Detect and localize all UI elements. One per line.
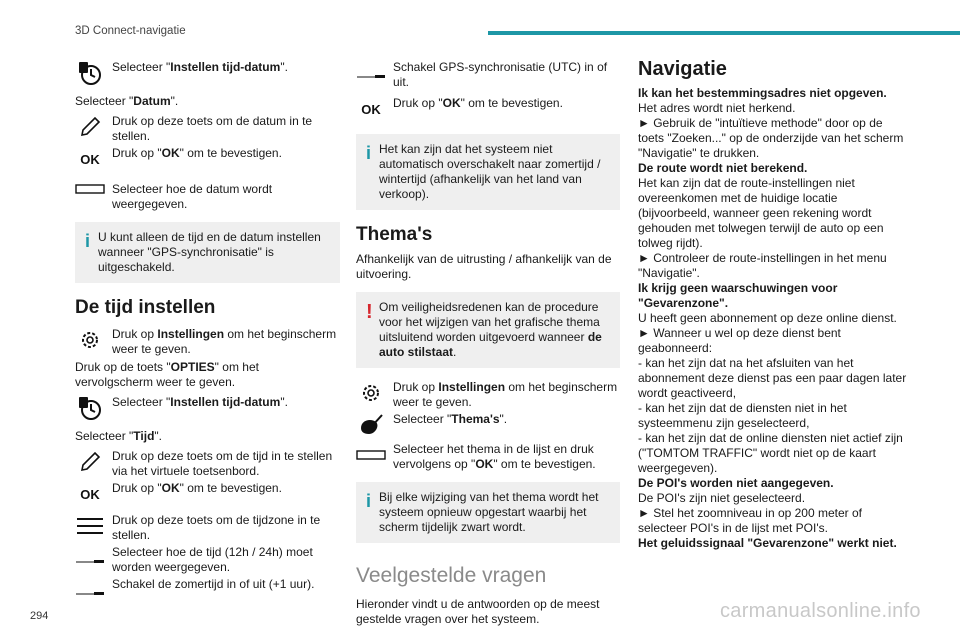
step-text: Druk op Instellingen om het beginscherm weer te geven. (393, 380, 618, 409)
step-confirm-gps (356, 94, 620, 124)
step-choose-theme (356, 440, 620, 472)
gear-icon (75, 325, 105, 355)
faq-answer: - kan het zijn dat de online diensten niet actief zijn ("TOMTOM TRAFFIC" wordt niet op de kaart weergegeven). (638, 431, 903, 475)
faq-answer: De POI's zijn niet geselecteerd. (638, 491, 806, 505)
faq-answer: U heeft geen abonnement op deze online dienst. (638, 311, 897, 325)
toggle-icon (75, 543, 105, 573)
step-select-time-date-2 (75, 393, 340, 423)
faq-answer: ► Gebruik de "intuïtieve methode" door op de toets "Zoeken..." op de onderzijde van het scherm "Navigatie" te drukken. (638, 116, 904, 160)
page-number: 294 (30, 610, 49, 622)
step-gps-sync: Schakel GPS-synchronisatie (UTC) in of uit. (356, 58, 620, 90)
heading-navigation: Navigatie (638, 58, 727, 80)
faq-intro: Hieronder vindt u de antwoorden op de meest gestelde vragen over het systeem. (356, 597, 600, 626)
faq-answer: ► Wanneer u wel op deze dienst bent geabonneerd: (638, 326, 841, 355)
toggle-icon (75, 575, 105, 605)
info-note-dst: i Het kan zijn dat het systeem niet automatisch overschakelt naar zomertijd / wintertijd (afhankelijk van het land van verkoop). (356, 134, 620, 210)
column-middle (356, 58, 620, 630)
select-time-text: Selecteer "Tijd". (75, 429, 163, 443)
faq-answer: Het adres wordt niet herkend. (638, 101, 796, 115)
faq-question: De route wordt niet berekend. (638, 161, 808, 175)
themes-intro: Afhankelijk van de uitrusting / afhankelijk van de uitvoering. (356, 252, 612, 281)
faq-question: Ik kan het bestemmingsadres niet opgeven. (638, 86, 887, 100)
step-time-format: Selecteer hoe de tijd (12h / 24h) moet worden weergegeven. (75, 543, 340, 575)
step-text: Druk op "OK" om te bevestigen. (393, 96, 563, 110)
selector-icon (75, 174, 105, 204)
faq-answer: - kan het zijn dat na het afsluiten van het abonnement deze dienst pas een paar dagen later wordt geactiveerd, (638, 356, 907, 400)
header-title: 3D Connect-navigatie (75, 25, 186, 37)
toggle-icon (356, 58, 386, 88)
clock-settings-icon (75, 393, 105, 423)
step-set-date: Druk op deze toets om de datum in te stellen. (75, 112, 340, 144)
step-text: Druk op "OK" om te bevestigen. (112, 481, 282, 495)
info-icon: i (85, 231, 91, 251)
step-select-themes (356, 410, 620, 440)
info-icon: i (366, 491, 372, 511)
step-press-settings (75, 325, 340, 357)
ok-icon: OK (80, 151, 100, 167)
header-accent-bar (488, 31, 960, 35)
faq-navigation (638, 86, 910, 551)
step-press-settings-themes (356, 378, 620, 410)
press-options-text: Druk op de toets "OPTIES" om het vervolgscherm weer te geven. (75, 360, 259, 389)
step-date-format: Selecteer hoe de datum wordt weergegeven. (75, 174, 340, 212)
step-text: Druk op "OK" om te bevestigen. (112, 146, 282, 160)
step-text: Selecteer "Thema's". (393, 412, 508, 426)
clock-settings-icon (75, 58, 105, 88)
pencil-icon (75, 112, 105, 142)
warning-icon: ! (366, 301, 373, 323)
faq-answer: ► Controleer de route-instellingen in het menu "Navigatie". (638, 251, 887, 280)
column-right (638, 58, 910, 551)
select-date-text: Selecteer "Datum". (75, 94, 179, 108)
step-text: Druk op Instellingen om het beginscherm weer te geven. (112, 327, 337, 356)
step-confirm-date (75, 144, 340, 174)
selector-icon (356, 440, 386, 470)
info-note-restart: i Bij elke wijziging van het thema wordt het systeem opnieuw opgestart waarbij het scherm tijdelijk zwart wordt. (356, 482, 620, 543)
faq-answer: Het kan zijn dat de route-instellingen niet overeenkomen met de huidige locatie (bijvoorbeeld, wanneer geen rekening wordt gehouden met tolwegen terwijl de auto op een tolweg rijdt). (638, 176, 884, 250)
step-select-time-date (75, 58, 340, 88)
ok-icon: OK (361, 101, 381, 117)
heading-set-time: De tijd instellen (75, 297, 216, 318)
info-icon: i (366, 143, 372, 163)
watermark: carmanualsonline.info (720, 600, 921, 622)
step-text: Selecteer "Instellen tijd-datum". (112, 395, 288, 409)
faq-question: De POI's worden niet aangegeven. (638, 476, 834, 490)
faq-question: Ik krijg geen waarschuwingen voor "Gevarenzone". (638, 281, 838, 310)
heading-themes: Thema's (356, 224, 433, 245)
info-note-gps: i U kunt alleen de tijd en de datum instellen wanneer "GPS-synchronisatie" is uitgeschakeld. (75, 222, 340, 283)
faq-answer: - kan het zijn dat de diensten niet in het systeemmenu zijn geselecteerd, (638, 401, 847, 430)
step-dst: Schakel de zomertijd in of uit (+1 uur). (75, 575, 340, 605)
step-text: Selecteer het thema in de lijst en druk vervolgens op "OK" om te bevestigen. (393, 442, 596, 471)
step-set-time: Druk op deze toets om de tijd in te stellen via het virtuele toetsenbord. (75, 447, 340, 479)
step-text: Selecteer "Instellen tijd-datum". (112, 60, 288, 74)
faq-question: Het geluidssignaal "Gevarenzone" werkt niet. (638, 536, 897, 550)
heading-faq: Veelgestelde vragen (356, 564, 547, 587)
pencil-icon (75, 447, 105, 477)
faq-answer: ► Stel het zoomniveau in op 200 meter of selecteer POI's in de lijst met POI's. (638, 506, 863, 535)
ok-icon: OK (80, 486, 100, 502)
gear-icon (356, 378, 386, 408)
step-confirm-time (75, 479, 340, 509)
warning-note-themes: ! Om veiligheidsredenen kan de procedure voor het wijzigen van het grafische thema uitsluitend worden uitgevoerd wanneer de auto stilstaat. (356, 292, 620, 368)
step-timezone: Druk op deze toets om de tijdzone in te stellen. (75, 511, 340, 543)
column-left (75, 58, 340, 605)
palette-brush-icon (356, 410, 386, 440)
list-icon (75, 511, 105, 541)
